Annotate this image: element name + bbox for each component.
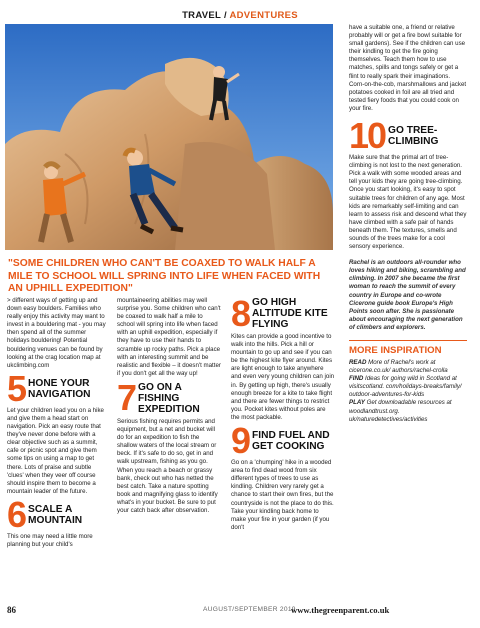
section-separator: / xyxy=(221,10,230,21)
tip-text-7: Serious fishing requires permits and equipment, but a net and bucket will do for an expedition to fish the shallow waters of the local stream or beck. If it's safe to do so, get in and walk upstream, fishing as you go. When you reach a beach or grassy bank, check out who has netted the best catch. Take a nature spotting book and magnifying glass to identify what's in your bucket. Be sure to put your catch back after observation. xyxy=(117,417,218,514)
heading-7 xyxy=(117,377,221,419)
heading-9 xyxy=(231,420,335,462)
more-read-item xyxy=(349,359,467,375)
column-1 xyxy=(7,297,107,549)
tip-text-8: Kites can provide a good incentive to walk into the hills. Pick a hill or mountain to go up and see if you can be the highest kite flyer around. Kites are light enough to take anywhere and even very young children can join in. By getting up high, there's usually enough breeze for a kite to take flight and there are fewer things to restrict you. Pocket kites without poles are the most packable. xyxy=(231,333,335,421)
tip-title-8: GO HIGH ALTITUDE KITE FLYING xyxy=(252,297,328,330)
heading-5 xyxy=(7,367,107,409)
tip-number-7: 7 xyxy=(117,377,136,419)
tip-number-8: 8 xyxy=(231,292,250,334)
more-play-label: PLAY xyxy=(349,399,365,407)
more-inspiration-title: MORE INSPIRATION xyxy=(349,340,467,356)
tip-text-6: This one may need a little more planning but your child's xyxy=(7,532,93,548)
page-footer xyxy=(0,605,480,619)
tip-title-5: HONE YOUR NAVIGATION xyxy=(28,377,91,400)
more-inspiration-list xyxy=(349,359,467,424)
tip-text-5: Let your children lead you on a hike and give them a head start on navigation. Pick an easy route that they've never done before with a clear objective such as a summit, cafe or picnic spot and give them some tips on using a map to get there. Lots of praise and subtle 'clues' when they veer off course should inspire them to become a mountain leader of the future. xyxy=(7,406,104,495)
more-find-text: Ideas for going wild in Scotland at visitscotland. com/holidays-breaks/family/ outdoor-adventures-for-kids xyxy=(349,375,462,399)
heading-8 xyxy=(231,292,335,334)
author-bio: Rachel is an outdoors all-rounder who loves hiking and biking, scrambling and climbing. In 2007 she became the first woman to reach the summit of every country in Europe and co-wrote Cicerone guide book Europe's High Points soon after. She is passionate about encouraging the next generation of climbers and explorers. xyxy=(349,259,466,331)
more-play-text: Get downloadable resources at woodlandtrust.org. uk/naturedetectives/activities xyxy=(349,399,452,423)
tip-number-9: 9 xyxy=(231,420,250,462)
column-3 xyxy=(231,292,335,532)
column-1-intro: > different ways of getting up and down easy boulders. Families who really enjoy this activity may want to invest in a bouldering mat - you may then spend all of the summer holidays bouldering! Potential bouldering venues can be found by looking at the crag location map at ukclimbing.com xyxy=(7,297,106,369)
page-number: 86 xyxy=(7,605,16,615)
tip-title-6: SCALE A MOUNTAIN xyxy=(28,503,83,526)
tip-title-9: FIND FUEL AND GET COOKING xyxy=(252,430,330,453)
more-find-item xyxy=(349,375,467,399)
subsection-name: ADVENTURES xyxy=(229,10,298,21)
more-read-label: READ xyxy=(349,359,367,366)
more-play-item xyxy=(349,399,467,423)
heading-10 xyxy=(349,115,467,157)
column-2-intro: mountaineering abilities may well surprise you. Some children who can't be coaxed to walk half a mile to school will spring into life when faced with an uphill expedition, especially if they have to use their hands to scramble up rocky paths. Pick a place with an interesting summit and be realistic and flexible – it doesn't matter if you don't get all the way up! xyxy=(117,297,221,377)
heading-6 xyxy=(7,493,107,535)
more-find-label: FIND xyxy=(349,375,364,383)
more-read-text: More of Rachel's work at cicerone.co.uk/ authors/rachel-crolla xyxy=(349,359,448,375)
column-4-intro: have a suitable one, a friend or relative probably will or get a fire bowl suitable for small gardens). See if the children can use their kindling to get the fire going themselves. Teach them how to use matches, spills and tongs safely or get a flint to really spark their imaginations. Corn-on-the-cob, marshmallows and jacket potatoes cooked in foil are all tried and tested fiery foods that you could cook on your fire. xyxy=(349,24,467,112)
tip-title-10: GO TREE-CLIMBING xyxy=(388,125,439,148)
column-2 xyxy=(117,297,221,515)
tip-text-10: Make sure that the primal art of tree-climbing is not lost to the next generation. Pick a walk with some wooded areas and tell your kids they are going tree-climbing. Once you start looking, it's easy to spot suitable trees for children of any age. Most kids are remarkably self-limiting and can learn to assess risk and descend what they have climbed with a safe pair of hands beneath them. The textures, smells and sounds of the trees make for a cool sensory experience. xyxy=(349,154,467,251)
tip-number-5: 5 xyxy=(7,367,26,409)
tip-number-6: 6 xyxy=(7,493,26,535)
photo-illustration xyxy=(5,24,333,250)
tip-title-7: GO ON A FISHING EXPEDITION xyxy=(138,381,200,415)
pull-quote: "SOME CHILDREN WHO CAN'T BE COAXED TO WALK HALF A MILE TO SCHOOL WILL SPRING INTO LIFE WHEN FACED WITH AN UPHILL EXPEDITION" xyxy=(8,258,321,295)
section-header xyxy=(0,10,480,21)
section-name: TRAVEL xyxy=(182,10,221,21)
column-4 xyxy=(349,24,467,424)
website-url: www.thegreenparent.co.uk xyxy=(291,605,390,615)
tip-text-9: Go on a 'chumping' hike in a wooded area to find dead wood from six different types of trees to use as kindling. Children very rarely get a chance to start their own fires, but the countryside is not the place to do this. Take your kindling back home to make your fire in your garden (if you don't xyxy=(231,459,334,531)
tip-number-10: 10 xyxy=(349,115,386,157)
hero-photo-children-bouldering xyxy=(5,24,333,250)
issue-date: AUGUST/SEPTEMBER 2019 xyxy=(203,606,296,613)
